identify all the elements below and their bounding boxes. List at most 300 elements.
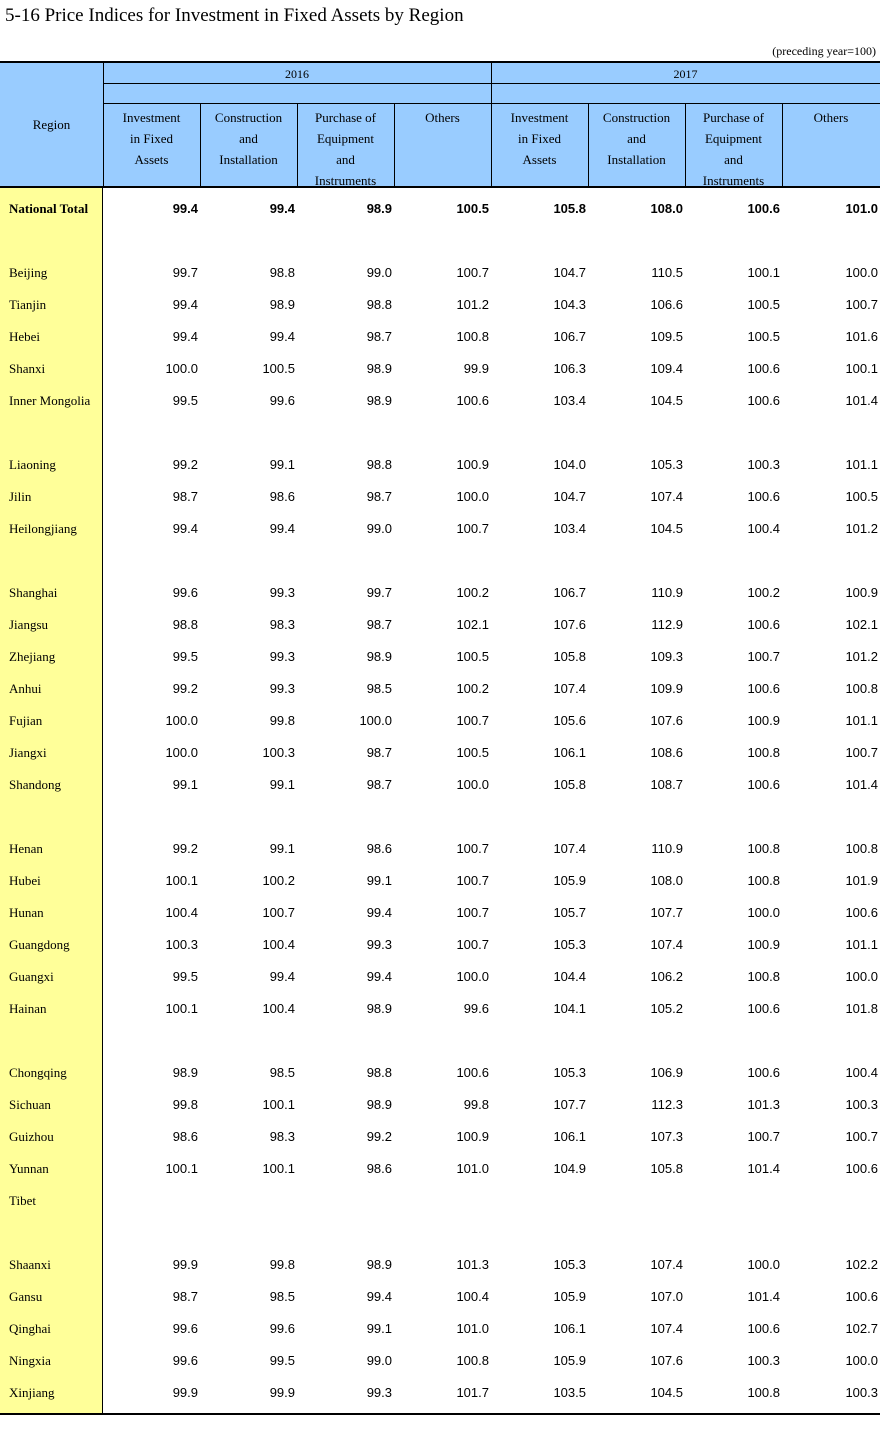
unit-note: (preceding year=100) — [772, 44, 876, 58]
header-others-2017: Others — [813, 110, 849, 125]
value-cell: 99.1 — [269, 841, 295, 856]
table-row — [0, 1257, 880, 1277]
value-cell: 102.1 — [456, 617, 489, 632]
value-cell: 100.0 — [845, 265, 878, 280]
region-name: Beijing — [9, 265, 48, 280]
value-cell: 99.6 — [172, 1353, 198, 1368]
value-cell: 101.1 — [845, 457, 878, 472]
value-cell: 101.4 — [845, 777, 878, 792]
value-cell: 100.7 — [845, 1129, 878, 1144]
value-cell: 104.5 — [650, 521, 683, 536]
value-cell: 101.0 — [845, 201, 878, 216]
value-cell: 100.6 — [456, 1065, 489, 1080]
region-name: Anhui — [9, 681, 42, 696]
region-name: Hunan — [9, 905, 44, 920]
value-cell: 98.7 — [172, 489, 198, 504]
value-cell: 100.5 — [747, 297, 780, 312]
value-cell: 99.3 — [269, 681, 295, 696]
value-cell: 99.6 — [269, 393, 295, 408]
region-name: Hubei — [9, 873, 41, 888]
value-cell: 107.4 — [553, 681, 586, 696]
value-cell: 109.3 — [650, 649, 683, 664]
value-cell: 100.0 — [165, 361, 198, 376]
value-cell: 100.6 — [747, 1321, 780, 1336]
value-cell: 100.1 — [262, 1097, 295, 1112]
value-cell: 104.1 — [553, 1001, 586, 1016]
value-cell: 100.3 — [747, 457, 780, 472]
value-cell: 107.6 — [650, 713, 683, 728]
value-cell: 100.8 — [747, 841, 780, 856]
table-row — [0, 393, 880, 413]
value-cell: 108.7 — [650, 777, 683, 792]
value-cell: 100.1 — [747, 265, 780, 280]
value-cell: 99.4 — [269, 201, 295, 216]
value-cell: 100.8 — [845, 841, 878, 856]
table-row — [0, 1385, 880, 1405]
region-name: Shandong — [9, 777, 61, 792]
value-cell: 100.6 — [456, 393, 489, 408]
value-cell: 105.3 — [650, 457, 683, 472]
value-cell: 99.1 — [366, 873, 392, 888]
region-name: Gansu — [9, 1289, 43, 1304]
value-cell: 107.4 — [650, 489, 683, 504]
region-name: Jilin — [9, 489, 32, 504]
value-cell: 100.1 — [262, 1161, 295, 1176]
value-cell: 100.0 — [456, 777, 489, 792]
region-name: Guangxi — [9, 969, 54, 984]
value-cell: 105.3 — [553, 1257, 586, 1272]
region-name: Chongqing — [9, 1065, 67, 1080]
value-cell: 104.3 — [553, 297, 586, 312]
header-purchase-2017: Purchase of Equipment and Instruments — [702, 110, 765, 188]
value-cell: 101.0 — [456, 1161, 489, 1176]
value-cell: 98.7 — [366, 617, 392, 632]
region-name: Yunnan — [9, 1161, 49, 1176]
value-cell: 105.8 — [553, 649, 586, 664]
value-cell: 108.0 — [650, 201, 683, 216]
value-cell: 100.9 — [747, 937, 780, 952]
table-row — [0, 1161, 880, 1181]
value-cell: 99.7 — [172, 265, 198, 280]
value-cell: 98.7 — [366, 489, 392, 504]
table-header — [0, 61, 880, 188]
value-cell: 99.4 — [269, 969, 295, 984]
value-cell: 103.4 — [553, 521, 586, 536]
header-investment-2016: Investment in Fixed Assets — [122, 110, 181, 167]
value-cell: 102.2 — [845, 1257, 878, 1272]
region-name: Sichuan — [9, 1097, 51, 1112]
header-purchase-2016: Purchase of Equipment and Instruments — [314, 110, 377, 188]
value-cell: 100.9 — [456, 1129, 489, 1144]
table-row — [0, 489, 880, 509]
value-cell: 100.8 — [747, 1385, 780, 1400]
value-cell: 101.4 — [747, 1161, 780, 1176]
value-cell: 101.3 — [747, 1097, 780, 1112]
value-cell: 99.1 — [269, 457, 295, 472]
region-name: Hainan — [9, 1001, 47, 1016]
value-cell: 102.7 — [845, 1321, 878, 1336]
value-cell: 100.2 — [747, 585, 780, 600]
region-name: Guangdong — [9, 937, 70, 952]
value-cell: 101.4 — [747, 1289, 780, 1304]
region-name: Ningxia — [9, 1353, 51, 1368]
region-name: Zhejiang — [9, 649, 56, 664]
value-cell: 100.6 — [845, 905, 878, 920]
value-cell: 100.6 — [747, 777, 780, 792]
table-row — [0, 905, 880, 925]
value-cell: 100.2 — [456, 681, 489, 696]
value-cell: 100.9 — [456, 457, 489, 472]
value-cell: 100.6 — [845, 1289, 878, 1304]
value-cell: 101.9 — [845, 873, 878, 888]
value-cell: 99.7 — [366, 585, 392, 600]
value-cell: 98.9 — [366, 1001, 392, 1016]
region-name: Shanghai — [9, 585, 58, 600]
value-cell: 99.4 — [172, 329, 198, 344]
value-cell: 100.4 — [747, 521, 780, 536]
region-name: Guizhou — [9, 1129, 54, 1144]
value-cell: 100.0 — [845, 1353, 878, 1368]
value-cell: 103.4 — [553, 393, 586, 408]
value-cell: 99.1 — [172, 777, 198, 792]
value-cell: 99.8 — [269, 713, 295, 728]
table-row — [0, 681, 880, 701]
value-cell: 100.8 — [747, 873, 780, 888]
value-cell: 100.2 — [262, 873, 295, 888]
value-cell: 99.0 — [366, 265, 392, 280]
value-cell: 107.7 — [553, 1097, 586, 1112]
value-cell: 99.0 — [366, 521, 392, 536]
header-investment-2017: Investment in Fixed Assets — [510, 110, 569, 167]
value-cell: 112.9 — [651, 617, 683, 632]
value-cell: 109.5 — [650, 329, 683, 344]
value-cell: 100.3 — [262, 745, 295, 760]
value-cell: 100.0 — [359, 713, 392, 728]
value-cell: 98.3 — [269, 617, 295, 632]
header-construction-2016: Construction and Installation — [214, 110, 283, 167]
value-cell: 100.4 — [165, 905, 198, 920]
value-cell: 99.9 — [463, 361, 489, 376]
value-cell: 108.0 — [650, 873, 683, 888]
value-cell: 105.2 — [650, 1001, 683, 1016]
value-cell: 100.6 — [747, 489, 780, 504]
table-row — [0, 617, 880, 637]
table-row — [0, 297, 880, 317]
value-cell: 107.6 — [553, 617, 586, 632]
value-cell: 105.8 — [650, 1161, 683, 1176]
value-cell: 101.3 — [456, 1257, 489, 1272]
value-cell: 100.0 — [456, 969, 489, 984]
value-cell: 105.3 — [553, 937, 586, 952]
value-cell: 100.8 — [845, 681, 878, 696]
value-cell: 101.6 — [845, 329, 878, 344]
value-cell: 107.4 — [650, 1321, 683, 1336]
value-cell: 101.2 — [845, 649, 878, 664]
header-year-2016: 2016 — [285, 67, 309, 81]
value-cell: 100.8 — [747, 745, 780, 760]
value-cell: 98.8 — [366, 1065, 392, 1080]
value-cell: 99.2 — [172, 457, 198, 472]
value-cell: 99.4 — [269, 329, 295, 344]
value-cell: 106.1 — [553, 1129, 586, 1144]
value-cell: 100.8 — [747, 969, 780, 984]
table-row — [0, 1193, 880, 1213]
value-cell: 106.9 — [650, 1065, 683, 1080]
value-cell: 108.6 — [650, 745, 683, 760]
value-cell: 99.4 — [366, 969, 392, 984]
value-cell: 101.1 — [845, 937, 878, 952]
value-cell: 99.1 — [366, 1321, 392, 1336]
value-cell: 100.4 — [262, 1001, 295, 1016]
value-cell: 110.5 — [651, 265, 683, 280]
value-cell: 103.5 — [553, 1385, 586, 1400]
value-cell: 106.1 — [553, 1321, 586, 1336]
table-row — [0, 329, 880, 349]
value-cell: 98.9 — [366, 1097, 392, 1112]
value-cell: 100.6 — [747, 393, 780, 408]
value-cell: 99.4 — [366, 905, 392, 920]
header-construction-2017: Construction and Installation — [602, 110, 671, 167]
value-cell: 99.5 — [172, 393, 198, 408]
value-cell: 107.4 — [650, 937, 683, 952]
value-cell: 104.4 — [553, 969, 586, 984]
value-cell: 102.1 — [845, 617, 878, 632]
value-cell: 100.7 — [456, 841, 489, 856]
value-cell: 98.9 — [366, 201, 392, 216]
value-cell: 98.8 — [269, 265, 295, 280]
value-cell: 106.7 — [553, 329, 586, 344]
region-name: Tibet — [9, 1193, 36, 1208]
value-cell: 107.4 — [553, 841, 586, 856]
region-name: Heilongjiang — [9, 521, 77, 536]
value-cell: 110.9 — [651, 585, 683, 600]
value-cell: 101.1 — [845, 713, 878, 728]
value-cell: 112.3 — [651, 1097, 683, 1112]
value-cell: 107.3 — [650, 1129, 683, 1144]
value-cell: 104.7 — [553, 489, 586, 504]
value-cell: 98.9 — [366, 361, 392, 376]
value-cell: 100.7 — [456, 873, 489, 888]
value-cell: 100.0 — [456, 489, 489, 504]
value-cell: 100.1 — [165, 1161, 198, 1176]
table-row — [0, 713, 880, 733]
value-cell: 109.4 — [650, 361, 683, 376]
value-cell: 99.8 — [463, 1097, 489, 1112]
value-cell: 98.8 — [172, 617, 198, 632]
value-cell: 98.9 — [172, 1065, 198, 1080]
value-cell: 98.9 — [366, 1257, 392, 1272]
value-cell: 98.9 — [366, 649, 392, 664]
value-cell: 99.6 — [172, 1321, 198, 1336]
value-cell: 100.9 — [845, 585, 878, 600]
table-row — [0, 1001, 880, 1021]
region-name: Liaoning — [9, 457, 56, 472]
value-cell: 100.7 — [456, 713, 489, 728]
value-cell: 99.5 — [269, 1353, 295, 1368]
value-cell: 100.3 — [165, 937, 198, 952]
value-cell: 99.4 — [172, 201, 198, 216]
value-cell: 98.5 — [269, 1289, 295, 1304]
value-cell: 107.4 — [650, 1257, 683, 1272]
value-cell: 100.7 — [456, 905, 489, 920]
value-cell: 99.0 — [366, 1353, 392, 1368]
value-cell: 101.2 — [845, 521, 878, 536]
table-row — [0, 265, 880, 285]
value-cell: 110.9 — [651, 841, 683, 856]
value-cell: 106.7 — [553, 585, 586, 600]
table-bottom-rule — [0, 1413, 880, 1415]
region-name: Hebei — [9, 329, 41, 344]
value-cell: 106.3 — [553, 361, 586, 376]
table-row — [0, 585, 880, 605]
value-cell: 99.5 — [172, 649, 198, 664]
value-cell: 100.6 — [747, 617, 780, 632]
value-cell: 99.6 — [172, 585, 198, 600]
value-cell: 100.1 — [165, 873, 198, 888]
value-cell: 101.7 — [456, 1385, 489, 1400]
region-name: Shaanxi — [9, 1257, 51, 1272]
table-row — [0, 1129, 880, 1149]
value-cell: 105.9 — [553, 1289, 586, 1304]
value-cell: 105.8 — [553, 201, 586, 216]
value-cell: 100.5 — [456, 649, 489, 664]
value-cell: 105.9 — [553, 1353, 586, 1368]
region-name: Xinjiang — [9, 1385, 55, 1400]
table-row — [0, 649, 880, 669]
value-cell: 107.7 — [650, 905, 683, 920]
value-cell: 100.6 — [747, 361, 780, 376]
value-cell: 105.9 — [553, 873, 586, 888]
value-cell: 105.8 — [553, 777, 586, 792]
value-cell: 106.6 — [650, 297, 683, 312]
value-cell: 99.6 — [269, 1321, 295, 1336]
value-cell: 98.7 — [366, 777, 392, 792]
value-cell: 100.5 — [262, 361, 295, 376]
value-cell: 99.1 — [269, 777, 295, 792]
value-cell: 98.7 — [366, 745, 392, 760]
value-cell: 104.0 — [553, 457, 586, 472]
header-others-2016: Others — [425, 110, 460, 125]
value-cell: 101.4 — [845, 393, 878, 408]
region-name: Shanxi — [9, 361, 46, 376]
value-cell: 106.2 — [650, 969, 683, 984]
value-cell: 99.2 — [172, 681, 198, 696]
value-cell: 104.9 — [553, 1161, 586, 1176]
value-cell: 101.0 — [456, 1321, 489, 1336]
value-cell: 99.3 — [269, 649, 295, 664]
value-cell: 99.3 — [366, 937, 392, 952]
table-row — [0, 745, 880, 765]
value-cell: 100.0 — [165, 745, 198, 760]
value-cell: 100.3 — [845, 1097, 878, 1112]
table-row — [0, 937, 880, 957]
value-cell: 105.7 — [553, 905, 586, 920]
value-cell: 99.2 — [366, 1129, 392, 1144]
value-cell: 100.6 — [747, 681, 780, 696]
table-row — [0, 841, 880, 861]
value-cell: 99.8 — [269, 1257, 295, 1272]
table-row — [0, 521, 880, 541]
value-cell: 100.8 — [456, 1353, 489, 1368]
value-cell: 105.6 — [553, 713, 586, 728]
header-year-2017: 2017 — [673, 67, 698, 81]
table-row — [0, 201, 880, 221]
region-name: Inner Mongolia — [9, 393, 91, 408]
value-cell: 98.6 — [269, 489, 295, 504]
value-cell: 98.7 — [172, 1289, 198, 1304]
value-cell: 98.9 — [269, 297, 295, 312]
value-cell: 101.2 — [456, 297, 489, 312]
value-cell: 99.3 — [366, 1385, 392, 1400]
value-cell: 100.0 — [747, 1257, 780, 1272]
value-cell: 109.9 — [650, 681, 683, 696]
region-name: Henan — [9, 841, 43, 856]
value-cell: 100.3 — [747, 1353, 780, 1368]
table-row — [0, 457, 880, 477]
value-cell: 99.9 — [172, 1385, 198, 1400]
region-name: National Total — [9, 201, 89, 216]
value-cell: 100.2 — [456, 585, 489, 600]
table-row — [0, 1065, 880, 1085]
value-cell: 100.7 — [747, 1129, 780, 1144]
value-cell: 98.8 — [366, 297, 392, 312]
value-cell: 100.4 — [845, 1065, 878, 1080]
value-cell: 99.2 — [172, 841, 198, 856]
value-cell: 99.4 — [366, 1289, 392, 1304]
value-cell: 99.3 — [269, 585, 295, 600]
value-cell: 100.7 — [456, 265, 489, 280]
value-cell: 100.5 — [747, 329, 780, 344]
value-cell: 100.7 — [456, 521, 489, 536]
table-row — [0, 1289, 880, 1309]
value-cell: 104.5 — [650, 1385, 683, 1400]
value-cell: 98.5 — [269, 1065, 295, 1080]
value-cell: 98.8 — [366, 457, 392, 472]
value-cell: 100.6 — [747, 201, 780, 216]
value-cell: 99.9 — [269, 1385, 295, 1400]
value-cell: 104.5 — [650, 393, 683, 408]
value-cell: 100.5 — [456, 201, 489, 216]
table-row — [0, 1321, 880, 1341]
region-name: Qinghai — [9, 1321, 51, 1336]
value-cell: 100.0 — [165, 713, 198, 728]
value-cell: 100.7 — [456, 937, 489, 952]
value-cell: 100.0 — [845, 969, 878, 984]
table-row — [0, 969, 880, 989]
value-cell: 100.7 — [845, 297, 878, 312]
value-cell: 100.4 — [456, 1289, 489, 1304]
value-cell: 99.4 — [172, 297, 198, 312]
table-row — [0, 777, 880, 797]
region-name: Fujian — [9, 713, 43, 728]
value-cell: 99.6 — [463, 1001, 489, 1016]
value-cell: 98.7 — [366, 329, 392, 344]
value-cell: 100.7 — [262, 905, 295, 920]
value-cell: 100.6 — [845, 1161, 878, 1176]
header-region: Region — [32, 117, 71, 132]
value-cell: 104.7 — [553, 265, 586, 280]
table-row — [0, 361, 880, 381]
value-cell: 100.8 — [456, 329, 489, 344]
value-cell: 106.1 — [553, 745, 586, 760]
value-cell: 98.5 — [366, 681, 392, 696]
value-cell: 100.7 — [845, 745, 878, 760]
region-name: Tianjin — [9, 297, 47, 312]
value-cell: 98.9 — [366, 393, 392, 408]
value-cell: 100.6 — [747, 1001, 780, 1016]
value-cell: 100.0 — [747, 905, 780, 920]
value-cell: 99.4 — [269, 521, 295, 536]
